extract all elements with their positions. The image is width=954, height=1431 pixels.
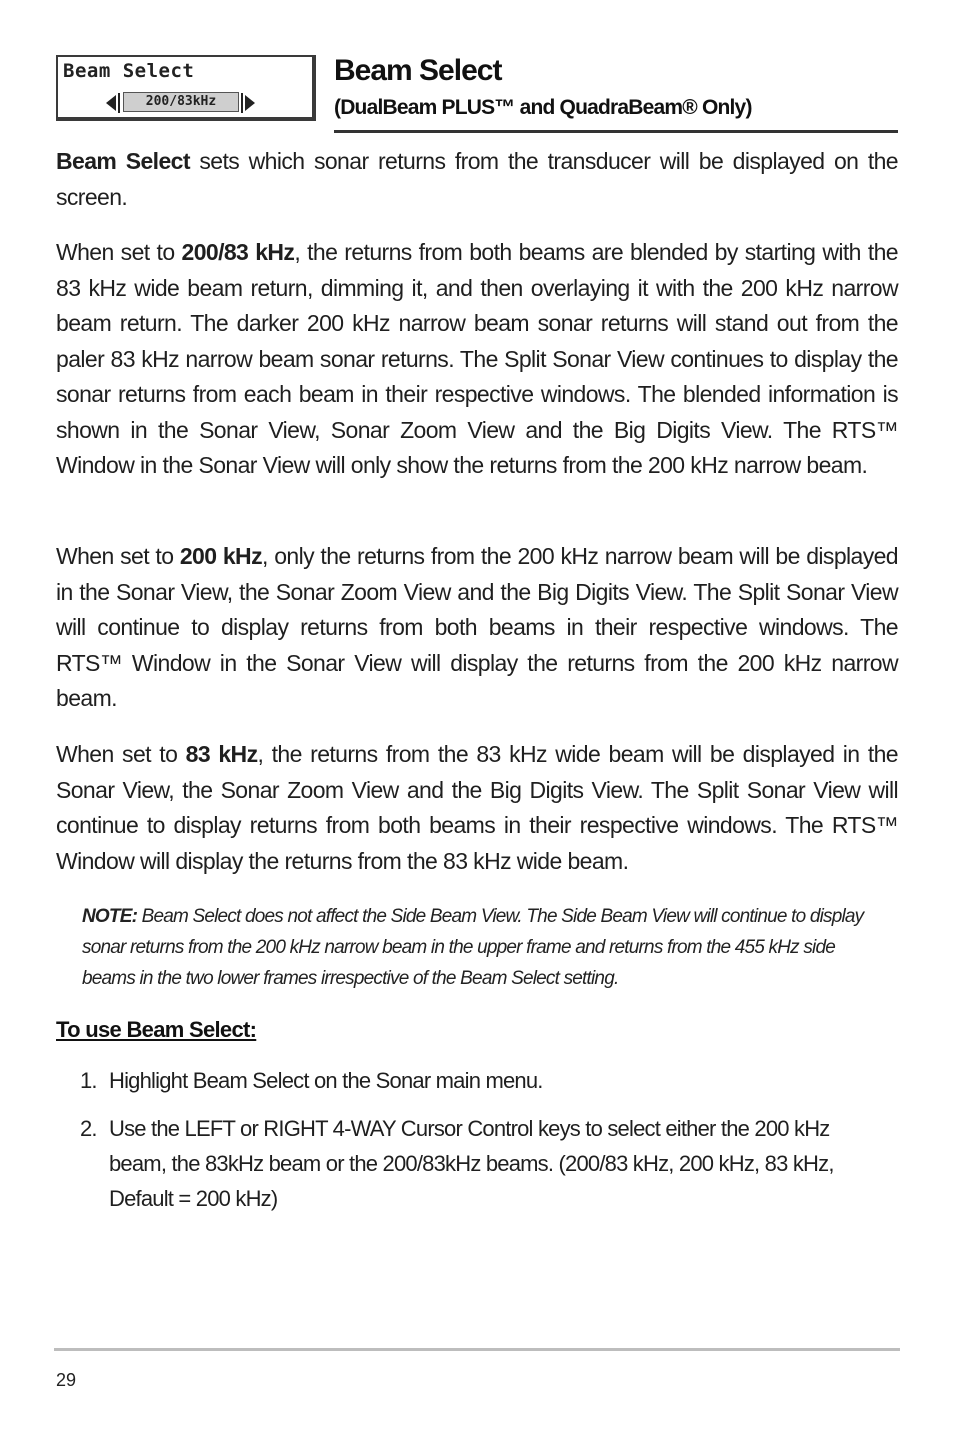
narrow-text: , only the returns from the 200 kHz narrow beam will be displayed in the Sonar View, the Sonar Zoom View and the Big Digits View. The Split Sonar View will continue to display returns from both beams in their respective windows. The RTS™ Window in the Sonar View will display the returns from the 200 kHz narrow beam.: [56, 543, 898, 711]
procedure-heading: To use Beam Select:: [56, 1017, 257, 1042]
intro-paragraph: [56, 144, 898, 215]
narrow-beam-paragraph: [56, 539, 898, 717]
wide-lead: When set to: [56, 741, 186, 767]
arrow-left-bar: [118, 93, 120, 113]
arrow-right-bar: [241, 93, 243, 113]
beam-select-menu-widget: [56, 55, 316, 121]
note-label: NOTE:: [82, 906, 138, 927]
step-text: Highlight Beam Select on the Sonar main menu.: [109, 1068, 543, 1093]
page-number: 29: [56, 1370, 77, 1390]
wide-beam-paragraph: [56, 737, 898, 879]
wide-bold: 83 kHz: [185, 741, 258, 767]
blended-text: , the returns from both beams are blended by starting with the 83 kHz wide beam return, dimming it, and then overlaying it with the 200 kHz narrow beam return. The darker 200 kHz narrow beam sonar returns will stand out from the paler 83 kHz narrow beam sonar returns. The Split Sonar View continues to display the sonar returns from each beam in their respective windows. The blended information is shown in the Sonar View, Sonar Zoom View and the Big Digits View. The RTS™ Window in the Sonar View will only show the returns from the 200 kHz narrow beam.: [56, 239, 899, 478]
wide-text: , the returns from the 83 kHz wide beam will be displayed in the Sonar View, the Sonar Zoom View and the Big Digits View. The Split Sonar View will continue to display returns from both beams in their respective windows. The RTS™ Window will display the returns from the 83 kHz wide beam.: [56, 741, 899, 874]
intro-bold: Beam Select: [56, 148, 190, 174]
step-number: 1.: [80, 1068, 97, 1093]
arrow-right-icon: [245, 95, 255, 111]
blended-lead: When set to: [56, 239, 182, 265]
note-text: Beam Select does not affect the Side Beam View. The Side Beam View will continue to display sonar returns from the 200 kHz narrow beam in the upper frame and returns from the 455 kHz side beams in the two lower frames irrespective of the Beam Select setting.: [82, 906, 864, 989]
arrow-left-icon: [106, 95, 116, 111]
page-title: Beam Select: [334, 54, 502, 87]
menu-label: Beam Select: [63, 60, 195, 82]
narrow-lead: When set to: [56, 543, 180, 569]
menu-value-selector: [98, 91, 298, 113]
intro-text: sets which sonar returns from the transducer will be displayed on the screen.: [56, 148, 898, 210]
step-number: 2.: [80, 1116, 97, 1141]
footer-divider: [54, 1348, 900, 1351]
narrow-bold: 200 kHz: [179, 543, 262, 569]
blended-paragraph: [56, 235, 898, 484]
title-divider: [334, 130, 898, 133]
menu-value: 200/83kHz: [123, 92, 239, 112]
step-text: Use the LEFT or RIGHT 4-WAY Cursor Control keys to select either the 200 kHz beam, the 83kHz beam or the 200/83kHz beams. (200/83 kHz, 200 kHz, 83 kHz, Default = 200 kHz): [109, 1116, 834, 1211]
note-paragraph: [82, 901, 882, 994]
page-subtitle: (DualBeam PLUS™ and QuadraBeam® Only): [334, 96, 752, 119]
blended-bold: 200/83 kHz: [181, 239, 295, 265]
